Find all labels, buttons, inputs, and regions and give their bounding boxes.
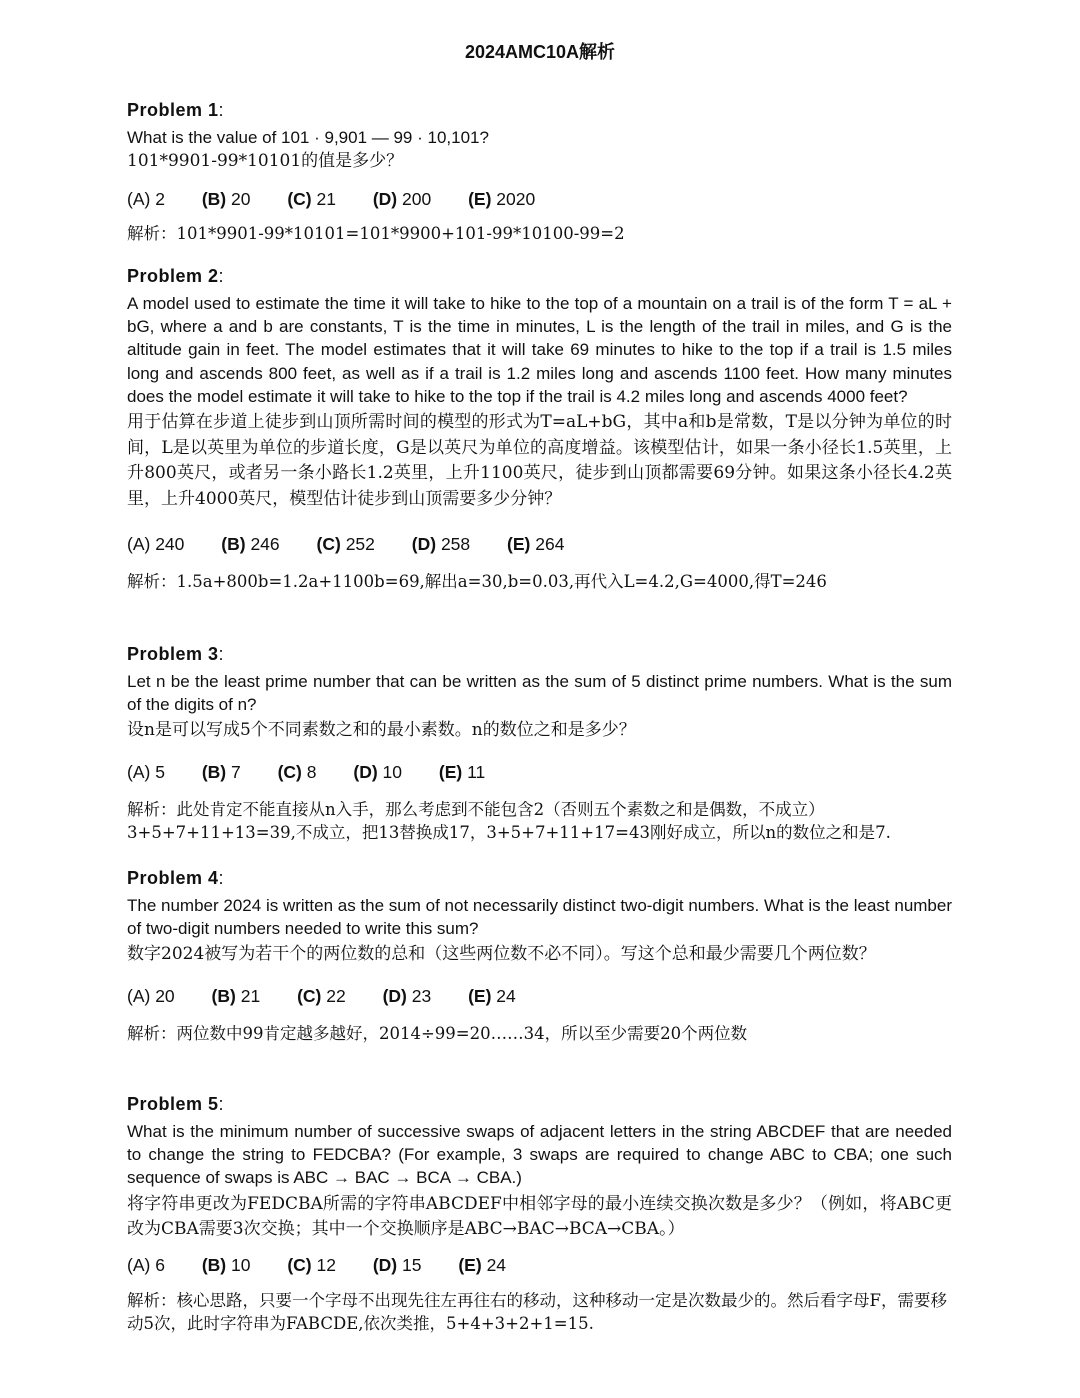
problem-4 [127,866,952,1045]
choice-value: 20 [155,985,175,1006]
problem-english-text: What is the minimum number of successive swaps of adjacent letters in the string ABCDEF that are needed to change the string to FEDCBA? (For example, 3 swaps are required to change ABC to CBA; one such sequence of swaps is ABC → BAC → BCA → CBA.) [127,1122,952,1188]
choice-c [297,984,346,1008]
problem-heading-colon: : [218,868,224,888]
choice-value: 246 [250,534,280,555]
choice-label: (A) [127,534,151,555]
problem-chinese-text: 将字符串更改为FEDCBA所需的字符串ABCDEF中相邻字母的最小连续交换次数是多少？（例如，将ABC更改为CBA需要3次交换；其中一个交换顺序是ABC→BAC→BCA→CBA。） [127,1193,952,1240]
choice-label: (E) [458,1254,482,1275]
choice-label: (A) [127,188,151,209]
choice-value: 264 [535,534,565,555]
choice-label: (D) [411,534,437,555]
choice-label: (B) [201,761,227,782]
solution-text: 解析：两位数中99肯定越多越好，2014÷99=20……34，所以至少需要20个两位数 [127,1023,748,1043]
solution-text: 解析：1.5a+800b=1.2a+1100b=69,解出a=30,b=0.03,再代入L=4.2,G=4000,得T=246 [127,572,827,592]
answer-choices [127,532,952,556]
problem-5 [127,1092,952,1335]
choice-e [439,760,485,784]
choice-c [278,760,317,784]
choice-d [383,984,432,1008]
problem-heading-colon: : [218,644,224,664]
choice-d [373,187,431,211]
choice-label: (B) [201,1254,227,1275]
choice-label: (C) [297,985,322,1006]
document-title: 2024AMC10A解析 [464,42,616,62]
choice-b [202,760,241,784]
choice-label: (A) [127,761,151,782]
answer-choices [127,760,952,784]
problem-english-text: Let n be the least prime number that can be written as the sum of 5 distinct prime numbers. What is the sum of the digits of n? [127,672,952,715]
choice-label: (B) [221,534,246,555]
choice-label: (D) [353,761,378,782]
choice-label: (E) [507,534,531,555]
problem-heading [127,866,952,890]
choice-value: 10 [382,761,403,782]
problem-heading-label: Problem 2 [127,266,219,286]
solution-text: 解析：核心思路，只要一个字母不出现先往左再往右的移动，这种移动一定是次数最少的。然后看字母F，需要移动5次，此时字符串为FABCDE,依次类推，5+4+3+2+1=15. [127,1290,947,1333]
problem-english-text: A model used to estimate the time it will take to hike to the top of a mountain on a trail is of the form T = aL + bG, where a and b are constants, T is the time in minutes, L is the length of the trail in miles, and G is the altitude gain in feet. The model estimates that it will take 69 minutes to hike to the top if a trail is 1.5 miles long and ascends 800 feet, as well as if a trail is 1.2 miles long and ascends 1100 feet. How many minutes does the model estimate it will take to hike to the top if the trail is 4.2 miles long and ascends 4000 feet? [127,294,952,406]
problem-english-text: What is the value of 101 · 9,901 — 99 · 10,101? [127,128,489,147]
problem-heading-label: Problem 3 [127,644,219,664]
problem-english-text: The number 2024 is written as the sum of not necessarily distinct two-digit numbers. What is the least number of two-digit numbers needed to write this sum? [127,896,952,939]
problem-heading [127,264,952,288]
choice-label: (D) [372,1254,398,1275]
choice-e [468,984,516,1008]
problem-heading-colon: : [218,1094,224,1114]
problem-heading-label: Problem 4 [127,868,219,888]
problem-2 [127,264,952,593]
choice-label: (A) [127,1254,151,1275]
problem-chinese-text: 设n是可以写成5个不同素数之和的最小素数。n的数位之和是多少？ [127,720,636,741]
problem-chinese-text: 101*9901-99*10101的值是多少？ [127,151,404,172]
choice-d [412,532,470,556]
answer-choices [127,984,952,1008]
choice-d [373,1253,422,1277]
choice-value: 24 [496,985,516,1006]
choice-a [127,760,165,784]
choice-value: 6 [155,1254,165,1275]
choice-value: 23 [411,985,432,1006]
choice-b [212,984,261,1008]
choice-label: (B) [201,188,227,209]
choice-label: (E) [438,761,463,782]
choice-c [287,1253,336,1277]
choice-value: 2020 [496,188,536,209]
problem-heading-colon: : [218,100,224,120]
choice-value: 22 [326,985,346,1006]
choice-value: 10 [230,1254,251,1275]
choice-value: 12 [316,1254,336,1275]
choice-b [202,1253,251,1277]
choice-label: (D) [382,985,407,1006]
choice-e [458,1253,506,1277]
choice-value: 200 [402,188,432,209]
solution-text: 解析：101*9901-99*10101=101*9900+101-99*10100-99=2 [127,223,625,243]
choice-b [202,187,251,211]
problem-heading [127,98,952,122]
problem-heading [127,1092,952,1116]
choice-value: 258 [440,534,471,555]
problem-heading [127,642,952,666]
choice-c [317,532,375,556]
choice-label: (D) [372,188,398,209]
choice-value: 21 [240,985,261,1006]
choice-label: (C) [277,761,302,782]
choice-a [127,187,165,211]
choice-value: 11 [467,761,486,782]
problem-chinese-text: 用于估算在步道上徒步到山顶所需时间的模型的形式为T=aL+bG，其中a和b是常数，T是以分钟为单位的时间，L是以英里为单位的步道长度，G是以英尺为单位的高度增益。该模型估计，如果一条小径长1.5英里，上升800英尺，或者另一条小路长1.2英里，上升1100英尺，徒步到山顶都需要69分钟。如果这条小径长4.2英里，上升4000英尺，模型估计徒步到山顶需要多少分钟？ [127,412,952,509]
choice-a [127,984,175,1008]
choice-value: 240 [155,534,185,555]
problem-3 [127,642,952,844]
choice-value: 15 [402,1254,422,1275]
choice-d [353,760,402,784]
problem-heading-label: Problem 5 [127,1094,219,1114]
choice-label: (C) [287,1254,312,1275]
choice-value: 252 [345,534,375,555]
choice-c [287,187,336,211]
problem-1 [127,98,952,245]
answer-choices [127,187,952,211]
choice-value: 5 [155,761,165,782]
answer-choices [127,1253,952,1277]
choice-label: (C) [316,534,341,555]
choice-label: (A) [127,985,151,1006]
choice-value: 2 [155,188,165,209]
choice-value: 20 [230,188,251,209]
problem-heading-label: Problem 1 [127,100,219,120]
problem-heading-colon: : [218,266,224,286]
choice-value: 8 [306,761,317,782]
problem-chinese-text: 数字2024被写为若干个的两位数的总和（这些两位数不必不同）。写这个总和最少需要几个两位数？ [127,944,876,965]
choice-label: (C) [287,188,312,209]
choice-e [468,187,535,211]
choice-label: (B) [211,985,236,1006]
choice-e [507,532,564,556]
choice-label: (E) [468,188,492,209]
choice-a [127,1253,165,1277]
choice-a [127,532,184,556]
solution-text: 解析：此处肯定不能直接从n入手，那么考虑到不能包含2（否则五个素数之和是偶数，不成立）3+5+7+11+13=39,不成立，把13替换成17，3+5+7+11+17=43刚好成立，所以n的数位之和是7. [127,799,891,842]
choice-b [221,532,279,556]
choice-label: (E) [468,985,492,1006]
choice-value: 21 [316,188,336,209]
choice-value: 24 [486,1254,507,1275]
choice-value: 7 [230,761,241,782]
